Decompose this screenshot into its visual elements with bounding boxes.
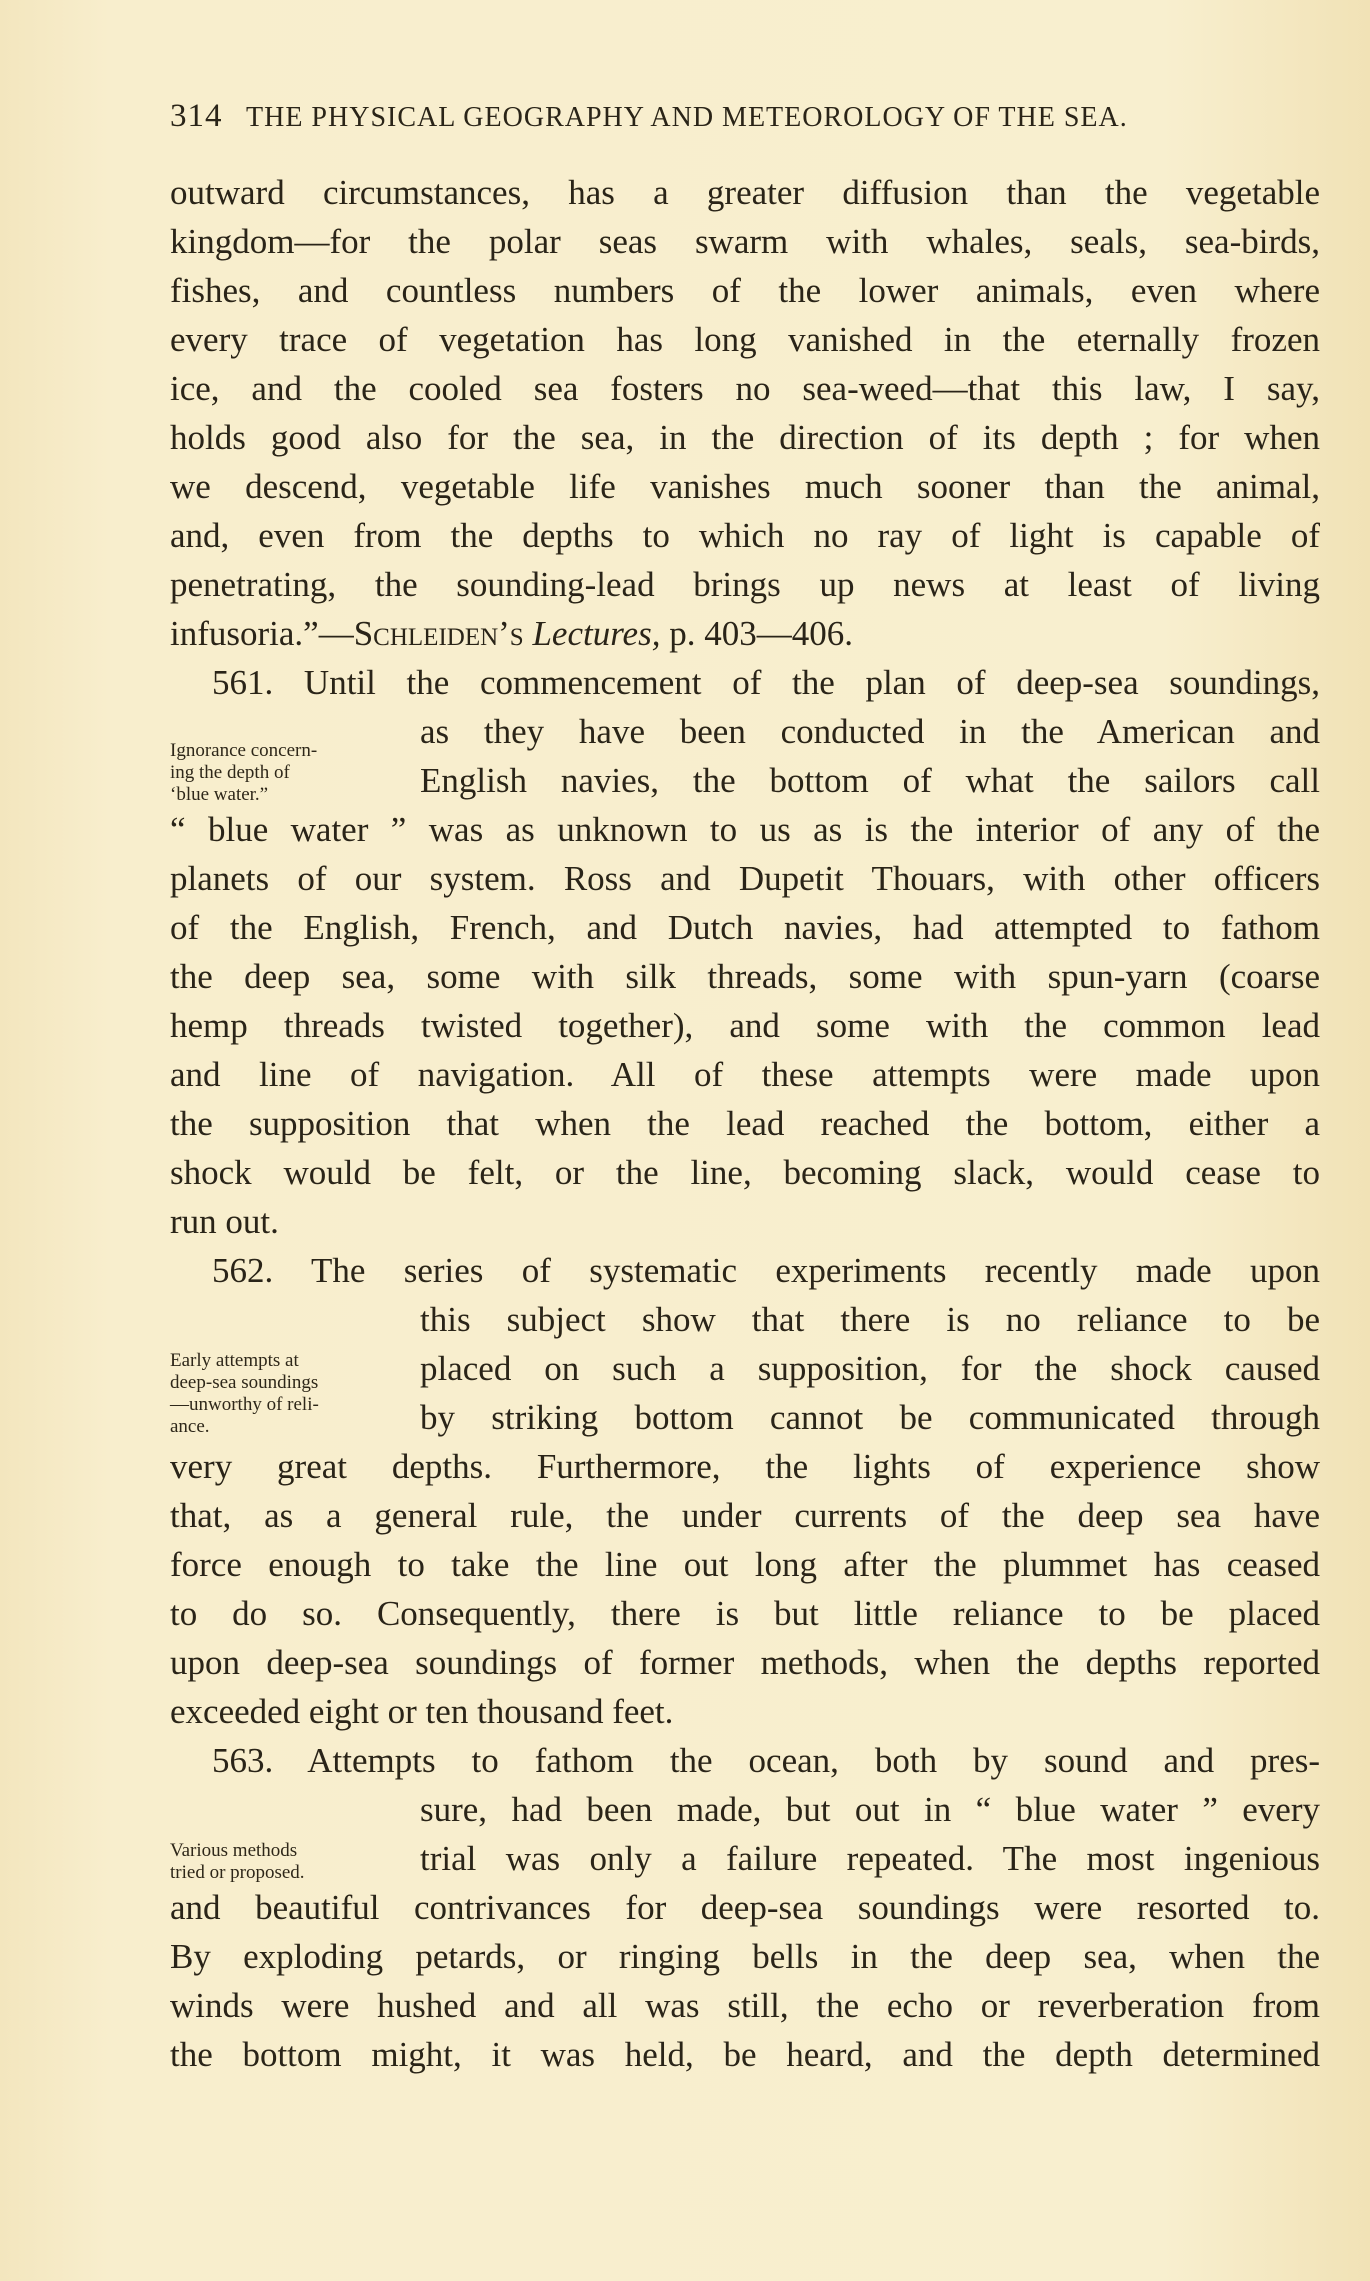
text-line: that, as a general rule, the under currents of the deep sea have — [170, 1496, 1320, 1535]
text-line: the supposition that when the lead reached the bottom, either a — [170, 1104, 1320, 1143]
text-line: winds were hushed and all was still, the echo or reverberation from — [170, 1986, 1320, 2025]
text-line: “ blue water ” was as unknown to us as is the interior of any of the — [170, 810, 1320, 849]
citation-author: Schleiden’s — [353, 614, 524, 653]
text-line: outward circumstances, has a greater diffusion than the vegetable — [170, 173, 1320, 212]
text-line: exceeded eight or ten thousand feet. — [170, 1692, 674, 1731]
citation-line — [170, 609, 1320, 658]
side-note-line: ing the depth of — [170, 762, 290, 783]
paragraph-563-start: 563. Attempts to fathom the ocean, both by sound and pres- — [212, 1741, 1320, 1780]
text-line: hemp threads twisted together), and some with the common lead — [170, 1006, 1320, 1045]
side-note-line: ance. — [170, 1416, 210, 1437]
text-line: force enough to take the line out long after the plummet has ceased — [170, 1545, 1320, 1584]
text-line: the bottom might, it was held, be heard, and the depth determined — [170, 2035, 1320, 2074]
text-line: holds good also for the sea, in the direction of its depth ; for when — [170, 418, 1320, 457]
side-note-early-attempts — [170, 1350, 319, 1438]
text-line: and line of navigation. All of these attempts were made upon — [170, 1055, 1320, 1094]
citation-pages: p. 403—406. — [660, 614, 853, 653]
text-line: run out. — [170, 1202, 279, 1241]
text-line: English navies, the bottom of what the sailors call — [420, 761, 1320, 800]
side-note-line: Early attempts at — [170, 1350, 299, 1371]
citation-prefix: infusoria.”— — [170, 614, 354, 653]
text-line: very great depths. Furthermore, the lights of experience show — [170, 1447, 1320, 1486]
text-line: penetrating, the sounding-lead brings up news at least of living — [170, 565, 1320, 604]
side-note-line: ‘blue water.” — [170, 784, 269, 805]
text-line: and beautiful contrivances for deep-sea soundings were resorted to. — [170, 1888, 1320, 1927]
running-title: THE PHYSICAL GEOGRAPHY AND METEOROLOGY OF THE SEA. — [246, 102, 1128, 133]
text-line: placed on such a supposition, for the shock caused — [420, 1349, 1320, 1388]
text-line: By exploding petards, or ringing bells in the deep sea, when the — [170, 1937, 1320, 1976]
text-line: this subject show that there is no reliance to be — [420, 1300, 1320, 1339]
side-note-various-methods — [170, 1840, 305, 1884]
side-note-line: deep-sea soundings — [170, 1372, 319, 1393]
paragraph-562-start: 562. The series of systematic experiments recently made upon — [212, 1251, 1320, 1290]
side-note-line: tried or proposed. — [170, 1862, 305, 1883]
text-line: kingdom—for the polar seas swarm with whales, seals, sea-birds, — [170, 222, 1320, 261]
side-note-line: —unworthy of reli- — [170, 1394, 319, 1415]
citation-work: Lectures, — [532, 614, 661, 653]
text-line: every trace of vegetation has long vanished in the eternally frozen — [170, 320, 1320, 359]
text-line: to do so. Consequently, there is but little reliance to be placed — [170, 1594, 1320, 1633]
running-header — [170, 98, 1260, 135]
text-line: fishes, and countless numbers of the lower animals, even where — [170, 271, 1320, 310]
text-line: and, even from the depths to which no ray of light is capable of — [170, 516, 1320, 555]
text-line: upon deep-sea soundings of former methods, when the depths reported — [170, 1643, 1320, 1682]
text-line: shock would be felt, or the line, becoming slack, would cease to — [170, 1153, 1320, 1192]
text-line: sure, had been made, but out in “ blue water ” every — [420, 1790, 1320, 1829]
text-line: by striking bottom cannot be communicated through — [420, 1398, 1320, 1437]
page-number: 314 — [170, 98, 223, 134]
text-line: we descend, vegetable life vanishes much sooner than the animal, — [170, 467, 1320, 506]
side-note-ignorance — [170, 740, 317, 806]
side-note-line: Ignorance concern- — [170, 740, 318, 761]
text-line: the deep sea, some with silk threads, some with spun-yarn (coarse — [170, 957, 1320, 996]
body-text — [170, 168, 1320, 2079]
text-line: planets of our system. Ross and Dupetit Thouars, with other officers — [170, 859, 1320, 898]
text-line: ice, and the cooled sea fosters no sea-weed—that this law, I say, — [170, 369, 1320, 408]
paragraph-561-start: 561. Until the commencement of the plan of deep-sea soundings, — [212, 663, 1320, 702]
text-line: as they have been conducted in the American and — [420, 712, 1320, 751]
text-line: of the English, French, and Dutch navies, had attempted to fathom — [170, 908, 1320, 947]
text-line: trial was only a failure repeated. The most ingenious — [420, 1839, 1320, 1878]
side-note-line: Various methods — [170, 1840, 298, 1861]
